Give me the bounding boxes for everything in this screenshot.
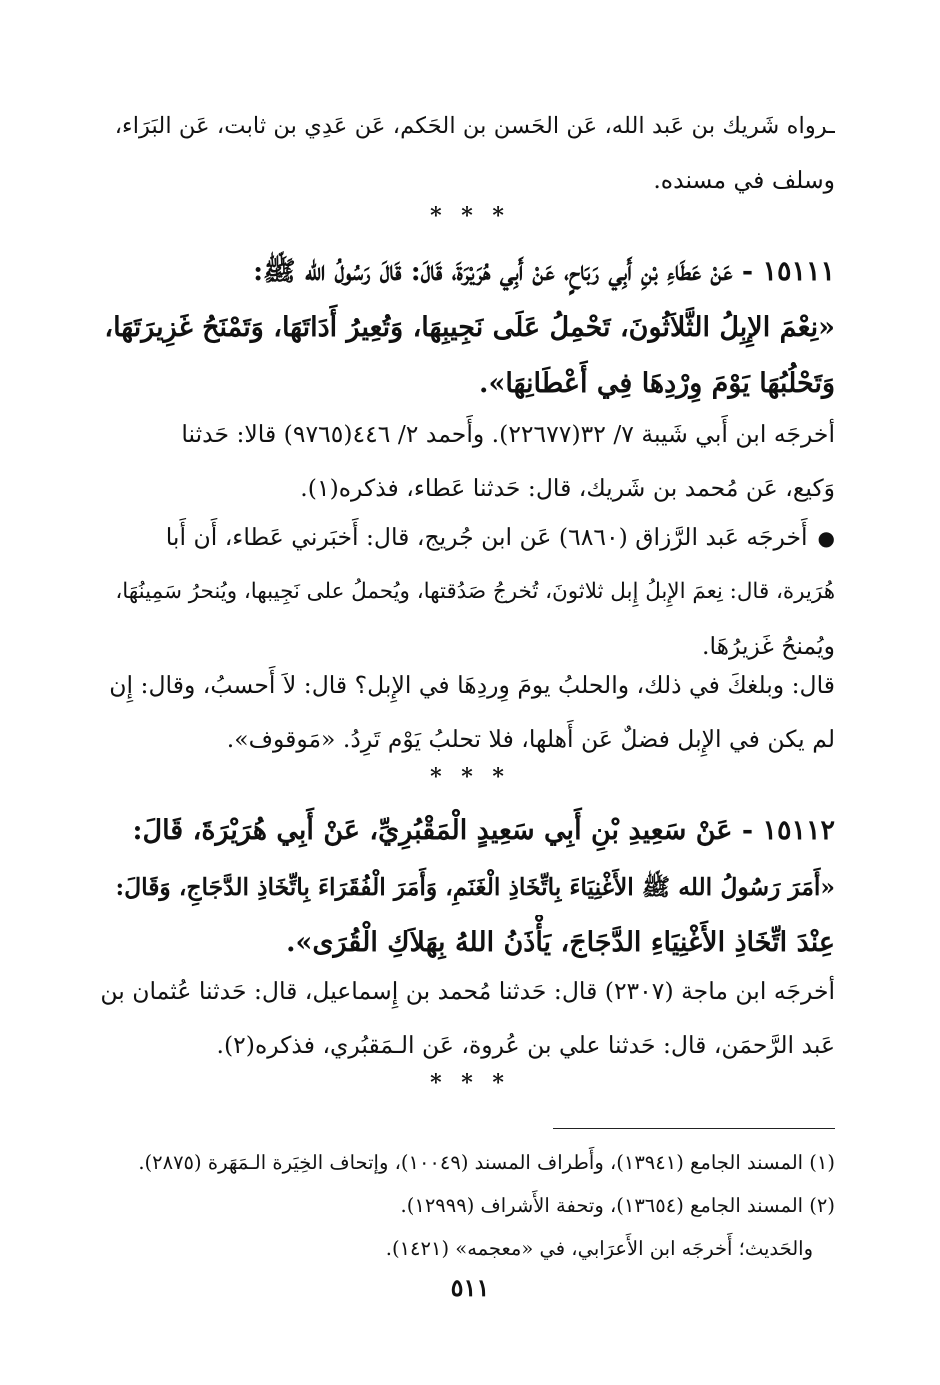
takhrij-line: أخرجَه ابن ماجة (٢٣٠٧) قال: حَدثنا مُحمد بن إِسماعيل، قال: حَدثنا عُثمان بن xyxy=(100,977,835,1005)
qala-paragraph xyxy=(100,658,835,766)
takhrij-line: عَبد الرَّحمَن، قال: حَدثنا علي بن عُروة، عَن الـمَقبُري، فذكره(٢). xyxy=(216,1031,835,1059)
qala-line: لم يكن في الإِبل فضلٌ عَن أَهلها، فلا تحلبُ يَوْم تَرِدُ. «مَوقوف». xyxy=(226,725,835,753)
section-separator: * * * xyxy=(430,764,510,790)
intro-paragraph xyxy=(100,99,835,207)
footnote-3: والحَديث؛ أَخرجَه ابن الأَعرَابي، في «معجمه» (١٤٢١). xyxy=(385,1237,813,1260)
takhrij-15111 xyxy=(100,407,835,515)
hadith-text-line: وَتَحْلُبُهَا يَوْمَ وِرْدِهَا فِي أَعْطَانِهَا». xyxy=(479,368,835,399)
hadith-text-line: عِنْدَ اتِّخَاذِ الأَغْنِيَاءِ الدَّجَاجَ، يَأْذَنُ اللهُ بِهَلاَكِ الْقُرَى». xyxy=(286,927,835,958)
bullet-icon: ● xyxy=(817,526,835,550)
bullet-line xyxy=(100,510,835,565)
section-separator: * * * xyxy=(430,203,510,229)
intro-line: ـرواه شَريك بن عَبد الله، عَن الحَسن بن الحَكم، عَن عَدِي بن ثابت، عَن البَرَاء، xyxy=(114,113,835,139)
footnote-divider xyxy=(553,1128,835,1129)
bullet-paragraph xyxy=(100,510,835,673)
bullet-line: ويُمنحُ غَزيرُهَا. xyxy=(702,632,835,660)
hadith-header: ١٥١١٢ - عَنْ سَعِيدِ بْنِ أَبِي سَعِيدٍ الْمَقْبُرِيِّ، عَنْ أَبِي هُرَيْرَةَ، قَالَ: xyxy=(132,815,835,846)
hadith-text-line: «نِعْمَ الإِبِلُ الثَّلاَثُونَ، تَحْمِلُ عَلَى نَجِيبِهَا، وَتُعِيرُ أَدَاتَهَا، وَتَمْنَحُ غَزِيرَتَهَا، xyxy=(104,312,835,343)
page-number: ٥١١ xyxy=(450,1273,490,1302)
footnote-2: (٢) المسند الجامع (١٣٦٥٤)، وتحفة الأَشراف (١٢٩٩٩). xyxy=(400,1194,835,1217)
hadith-header: ١٥١١١ - عَنْ عَطَاءِ بْنِ أَبِي رَبَاحٍ، عَنْ أَبِي هُرَيْرَةَ، قَالَ: قَالَ رَسُولُ الله ﷺ: xyxy=(253,256,835,287)
intro-line: وسلف في مسنده. xyxy=(653,166,835,194)
footnotes xyxy=(100,1141,835,1270)
qala-line: قال: وبلغكَ في ذلك، والحلبُ يومَ وِردِهَا في الإِبل؟ قال: لاَ أَحسبُ، وقال: إِن xyxy=(109,671,835,699)
footnote-1: (١) المسند الجامع (١٣٩٤١)، وأَطراف المسند (١٠٠٤٩)، وإتحاف الخِيَرة الـمَهَرة (٢٨٧٥). xyxy=(138,1151,835,1174)
hadith-text-line: «أَمَرَ رَسُولُ الله ﷺ الأَغْنِيَاءَ بِاتِّخَاذِ الْغَنَمِ، وَأَمَرَ الْفُقَرَاءَ بِاتِّخَاذِ الدَّجَاجِ، وَقَالَ: xyxy=(115,873,835,901)
section-separator: * * * xyxy=(430,1070,510,1096)
hadith-15112 xyxy=(100,803,835,971)
takhrij-line: وَكيع، عَن مُحمد بن شَريك، قال: حَدثنا عَطاء، فذكره(١). xyxy=(300,474,835,502)
takhrij-line: أخرجَه ابن أَبي شَيبة ٧/ ٣٢(٢٢٦٧٧). وأَحمد ٢/ ٤٤٦(٩٧٦٥) قالا: حَدثنا xyxy=(181,420,835,448)
bullet-line: هُرَيرة، قال: نِعمَ الإِبلُ إِبل ثلاثونَ، تُخرجُ صَدُقتها، ويُحملُ على نَجِيبها، ويُنحرُ سَمِينُهَا، xyxy=(115,579,835,604)
hadith-15111 xyxy=(100,244,835,412)
takhrij-15112 xyxy=(100,964,835,1072)
bullet-line-text: أَخرجَه عَبد الرَّزاق (٦٨٦٠) عَن ابن جُريج، قال: أَخبَرني عَطاء، أَن أَبا xyxy=(165,523,808,551)
